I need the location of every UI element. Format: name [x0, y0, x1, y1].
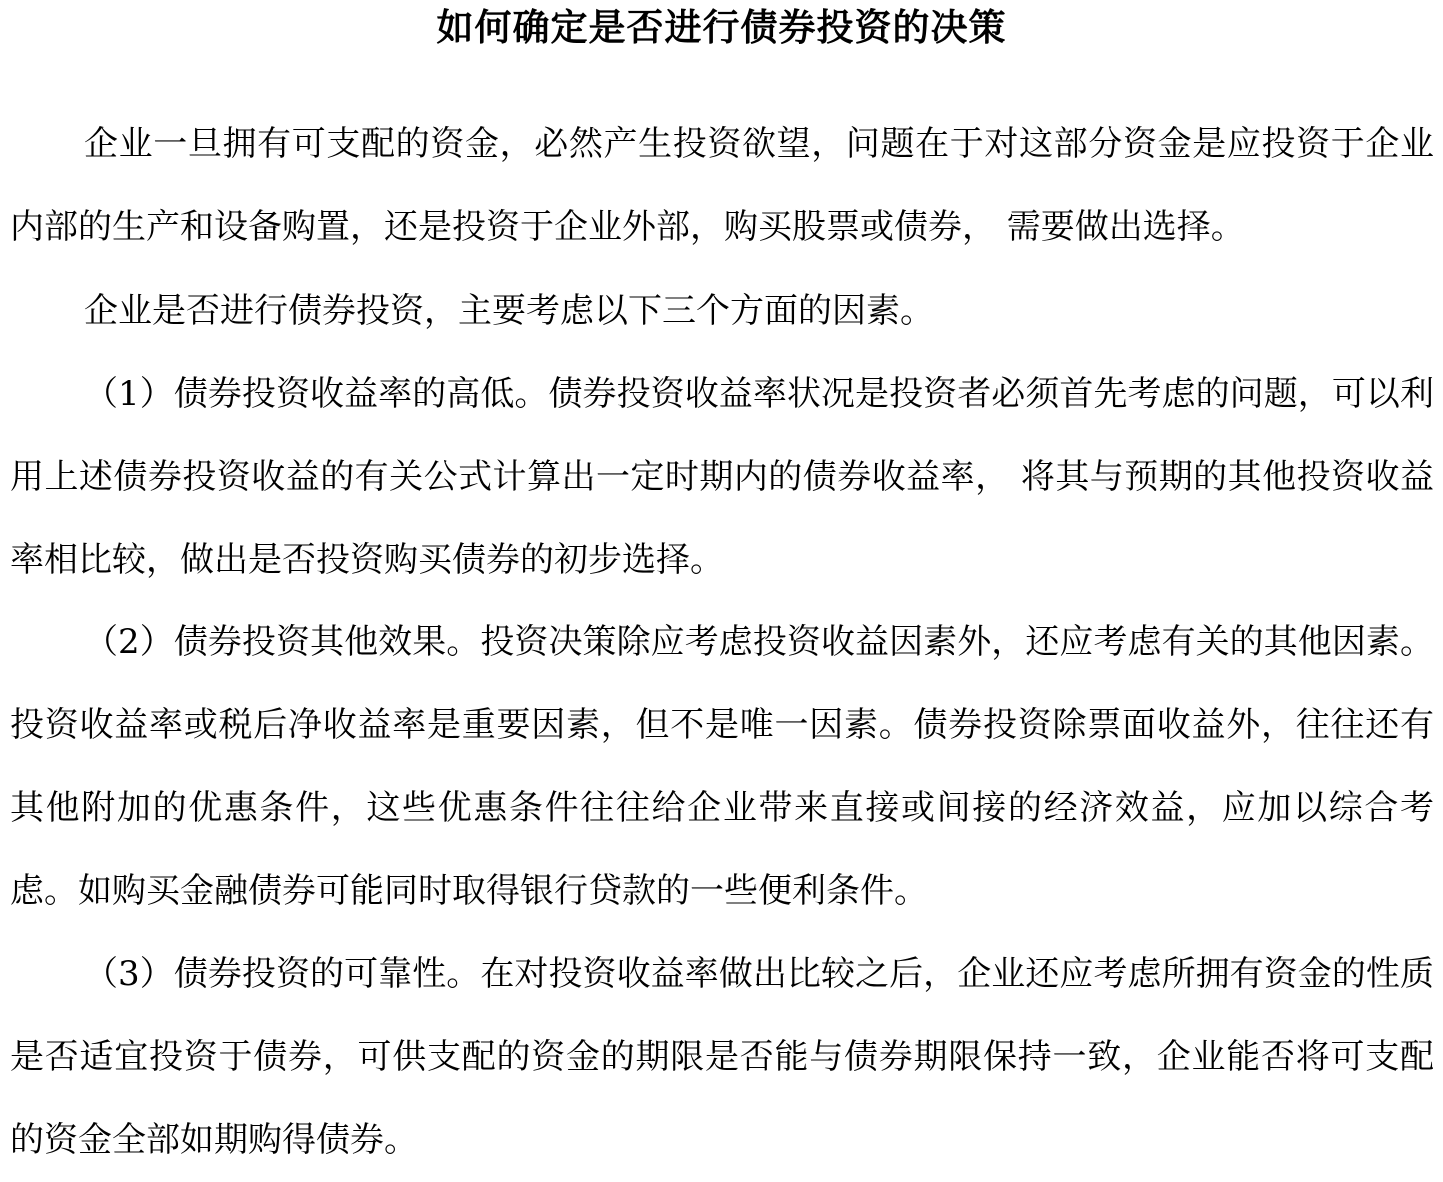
paragraph-factors: 企业是否进行债券投资，主要考虑以下三个方面的因素。 [84, 291, 934, 331]
paragraph-factor-1: （1）债券投资收益率的高低。债券投资收益率状况是投资者必须首先考虑的问题，可以利用上述债券投资收益的有关公式计算出一定时期内的债券收益率， 将其与预期的其他投资收益率相比较，做出是否投资购买债券的初步选择。 [10, 374, 1434, 580]
document-title: 如何确定是否进行债券投资的决策 [436, 5, 1007, 49]
paragraph-intro: 企业一旦拥有可支配的资金，必然产生投资欲望，问题在于对这部分资金是应投资于企业内部的生产和设备购置，还是投资于企业外部，购买股票或债券， 需要做出选择。 [10, 124, 1434, 247]
paragraph-factor-3: （3）债券投资的可靠性。在对投资收益率做出比较之后，企业还应考虑所拥有资金的性质是否适宜投资于债券，可供支配的资金的期限是否能与债券期限保持一致，企业能否将可支配的资金全部如期购得债券。 [10, 954, 1434, 1160]
paragraph-factor-2: （2）债券投资其他效果。投资决策除应考虑投资收益因素外，还应考虑有关的其他因素。投资收益率或税后净收益率是重要因素，但不是唯一因素。债券投资除票面收益外，往往还有其他附加的优惠条件，这些优惠条件往往给企业带来直接或间接的经济效益，应加以综合考虑。如购买金融债券可能同时取得银行贷款的一些便利条件。 [10, 622, 1434, 911]
